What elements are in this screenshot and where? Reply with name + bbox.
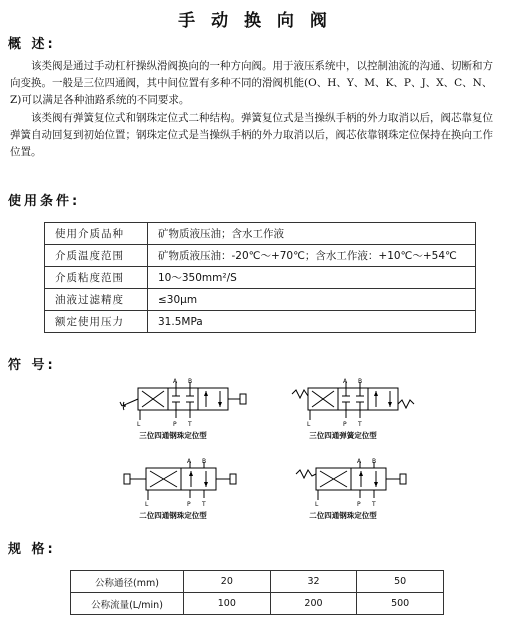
table-row xyxy=(45,289,476,311)
valve-symbol-2pos-detent-lever xyxy=(288,456,418,508)
overview-heading: 概 述: xyxy=(8,37,56,52)
table-row xyxy=(45,267,476,289)
port-l-label: L xyxy=(315,501,319,508)
valve-symbol-3pos-detent xyxy=(118,376,248,428)
page-title: 手 动 换 向 阀 xyxy=(178,11,332,31)
port-t-label: T xyxy=(188,421,192,428)
port-p-label: P xyxy=(357,501,361,508)
port-t-label: T xyxy=(372,501,376,508)
condition-label: 介质温度范围 xyxy=(45,245,148,267)
table-row xyxy=(45,311,476,333)
symbol-caption: 三位四通弹簧定位型 xyxy=(309,431,377,440)
port-t-label: T xyxy=(202,501,206,508)
conditions-table xyxy=(44,222,476,333)
condition-label: 油液过滤精度 xyxy=(45,289,148,311)
port-b-label: B xyxy=(372,458,377,465)
symbol-caption: 三位四通钢珠定位型 xyxy=(139,431,207,440)
condition-value: 矿物质液压油：-20℃～+70℃；含水工作液：+10℃～+54℃ xyxy=(148,245,476,267)
spec-label: 公称通径(mm) xyxy=(71,571,184,593)
valve-symbol-3pos-spring xyxy=(288,376,418,428)
spec-label: 公称流量(L/min) xyxy=(71,593,184,615)
overview-paragraph-1: 该类阀是通过手动杠杆操纵滑阀换向的一种方向阀。用于液压系统中，以控制油流的沟通、切断和方向变换。一般是三位四通阀，其中间位置有多种不同的滑阀机能(O、H、Y、M、K、P、J、X、C、N、Z)可以满足各种油路系统的不同要求。 xyxy=(10,60,493,106)
condition-label: 使用介质品种 xyxy=(45,223,148,245)
condition-label: 介质粘度范围 xyxy=(45,267,148,289)
port-a-label: A xyxy=(173,378,178,385)
port-l-label: L xyxy=(307,421,311,428)
overview-paragraph-2: 该类阀有弹簧复位式和钢珠定位式二种结构。弹簧复位式是当操纵手柄的外力取消以后，阀芯靠复位弹簧自动回复到初始位置；钢珠定位式是当操纵手柄的外力取消以后，阀芯依靠钢珠定位保持在换向工作位置。 xyxy=(10,112,493,158)
port-l-label: L xyxy=(145,501,149,508)
port-a-label: A xyxy=(187,458,192,465)
port-p-label: P xyxy=(187,501,191,508)
spec-value: 20 xyxy=(184,571,271,593)
spec-value: 500 xyxy=(357,593,444,615)
condition-value: 矿物质液压油；含水工作液 xyxy=(148,223,476,245)
port-l-label: L xyxy=(137,421,141,428)
table-row xyxy=(45,223,476,245)
port-a-label: A xyxy=(357,458,362,465)
spec-value: 100 xyxy=(184,593,271,615)
port-p-label: P xyxy=(343,421,347,428)
condition-label: 额定使用压力 xyxy=(45,311,148,333)
port-b-label: B xyxy=(202,458,207,465)
spec-value: 50 xyxy=(357,571,444,593)
condition-value: 10～350mm²/S xyxy=(148,267,476,289)
conditions-heading: 使用条件: xyxy=(8,194,81,209)
condition-value: 31.5MPa xyxy=(148,311,476,333)
specs-table xyxy=(70,570,444,615)
symbols-heading: 符 号: xyxy=(8,358,56,373)
condition-value: ≤30μm xyxy=(148,289,476,311)
symbol-caption: 二位四通钢珠定位型 xyxy=(309,511,377,520)
port-a-label: A xyxy=(343,378,348,385)
port-b-label: B xyxy=(358,378,363,385)
table-row xyxy=(71,593,444,615)
valve-symbol-2pos-detent xyxy=(118,456,248,508)
table-row xyxy=(45,245,476,267)
spec-value: 32 xyxy=(270,571,357,593)
spec-value: 200 xyxy=(270,593,357,615)
symbol-caption: 二位四通钢珠定位型 xyxy=(139,511,207,520)
specs-heading: 规 格: xyxy=(8,542,56,557)
port-p-label: P xyxy=(173,421,177,428)
port-b-label: B xyxy=(188,378,193,385)
table-row xyxy=(71,571,444,593)
port-t-label: T xyxy=(358,421,362,428)
